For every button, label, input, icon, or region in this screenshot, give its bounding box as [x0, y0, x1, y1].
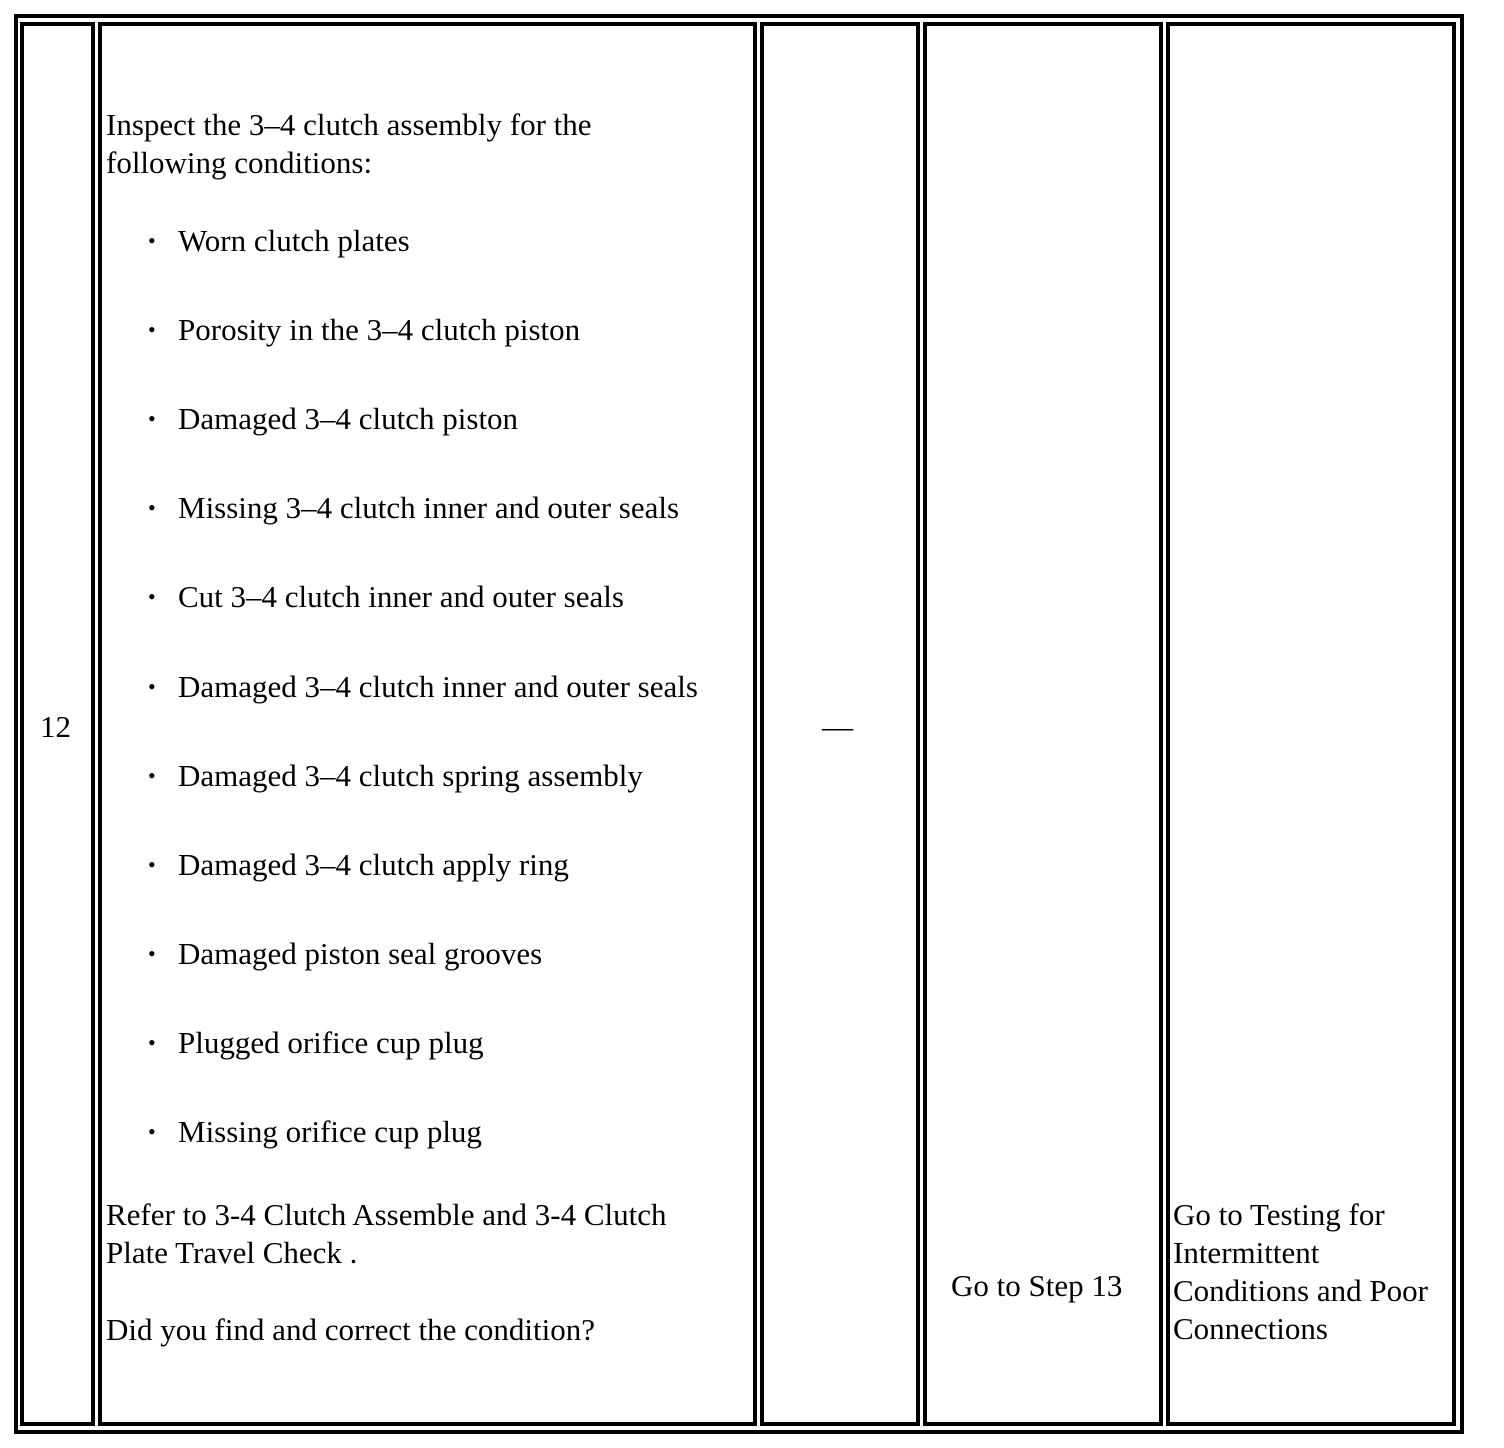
list-item — [148, 846, 569, 884]
action-intro — [106, 106, 592, 182]
list-item — [148, 400, 518, 438]
bullet-icon: • — [148, 495, 156, 520]
no-result-line: Connections — [1173, 1311, 1328, 1346]
condition-text: Worn clutch plates — [178, 223, 410, 258]
bullet-icon: • — [148, 1119, 156, 1144]
yes-cell — [923, 22, 1163, 1426]
bullet-icon: • — [148, 406, 156, 431]
list-item — [148, 311, 580, 349]
refer-line: Refer to 3-4 Clutch Assemble and 3-4 Clutch — [106, 1197, 667, 1232]
bullet-icon: • — [148, 1030, 156, 1055]
list-item — [148, 1024, 484, 1062]
action-intro-line: following conditions: — [106, 145, 373, 180]
list-item — [148, 935, 542, 973]
no-result — [1173, 1196, 1428, 1348]
list-item — [148, 489, 679, 527]
question-text: Did you find and correct the condition? — [106, 1312, 595, 1347]
action-intro-line: Inspect the 3–4 clutch assembly for the — [106, 107, 592, 142]
refer-text — [106, 1196, 666, 1272]
refer-line: Plate Travel Check . — [106, 1235, 358, 1270]
bullet-icon: • — [148, 941, 156, 966]
bullet-icon: • — [148, 763, 156, 788]
condition-text: Damaged 3–4 clutch inner and outer seals — [178, 669, 698, 704]
condition-text: Cut 3–4 clutch inner and outer seals — [178, 579, 624, 614]
value-text: — — [822, 709, 853, 744]
condition-text: Damaged 3–4 clutch piston — [178, 401, 519, 436]
bullet-icon: • — [148, 228, 156, 253]
no-result-line: Conditions and Poor — [1173, 1273, 1428, 1308]
list-item — [148, 578, 624, 616]
no-result-line: Intermittent — [1173, 1235, 1320, 1270]
list-item — [148, 757, 643, 795]
no-result-line: Go to Testing for — [1173, 1197, 1385, 1232]
condition-text: Porosity in the 3–4 clutch piston — [178, 312, 581, 347]
list-item — [148, 222, 410, 260]
list-item — [148, 668, 698, 706]
condition-text: Damaged piston seal grooves — [178, 936, 543, 971]
yes-result: Go to Step 13 — [951, 1268, 1123, 1303]
condition-text: Damaged 3–4 clutch apply ring — [178, 847, 569, 882]
condition-text: Missing orifice cup plug — [178, 1114, 482, 1149]
list-item — [148, 1113, 482, 1151]
bullet-icon: • — [148, 674, 156, 699]
condition-text: Missing 3–4 clutch inner and outer seals — [178, 490, 680, 525]
condition-text: Damaged 3–4 clutch spring assembly — [178, 758, 643, 793]
bullet-icon: • — [148, 852, 156, 877]
bullet-icon: • — [148, 317, 156, 342]
condition-text: Plugged orifice cup plug — [178, 1025, 484, 1060]
bullet-icon: • — [148, 584, 156, 609]
step-number: 12 — [40, 709, 71, 744]
